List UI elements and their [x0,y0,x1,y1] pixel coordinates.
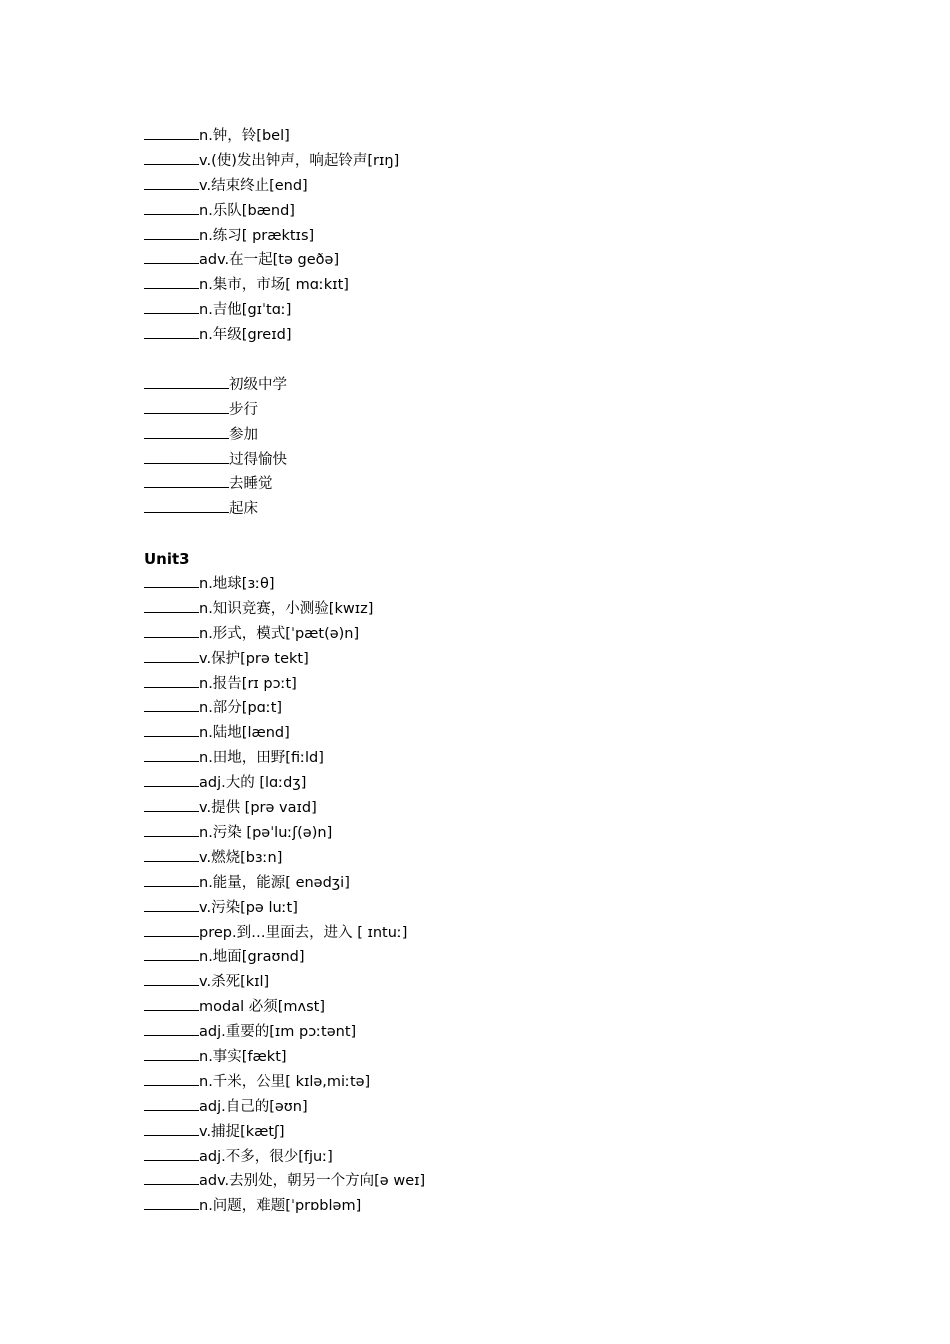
vocab-text: n.问题，难题[ˈprɒbləm] [199,1198,362,1215]
vocab-line [144,199,904,224]
vocab-line [144,721,904,746]
fill-blank[interactable] [144,1046,199,1061]
vocab-line [144,871,904,896]
vocab-text: adj.不多，很少[fjuː] [199,1148,333,1165]
vocab-text: n.地面[graʊnd] [199,949,305,966]
vocab-text: v.污染[pə luːt] [199,899,298,916]
phrase-line [144,423,904,448]
vocab-line [144,1020,904,1045]
phrase-line [144,497,904,522]
fill-blank[interactable] [144,697,199,712]
vocab-line [144,323,904,348]
vocab-line [144,970,904,995]
vocab-text: n.污染 [pəˈluːʃ(ə)n] [199,824,333,841]
fill-blank[interactable] [144,324,199,339]
fill-blank[interactable] [144,1096,199,1111]
fill-blank[interactable] [144,598,199,613]
fill-blank[interactable] [144,673,199,688]
vocab-line [144,672,904,697]
phrase-line [144,373,904,398]
vocab-text: n.千米，公里[ kɪlə,miːtə] [199,1073,371,1090]
fill-blank[interactable] [144,498,229,513]
phrase-text: 参加 [229,426,258,443]
phrase-text: 初级中学 [229,376,287,393]
vocab-text: n.能量，能源[ enədʒi] [199,874,350,891]
vocab-line [144,622,904,647]
vocab-text: modal 必须[mʌst] [199,999,325,1016]
vocab-line [144,896,904,921]
vocab-text: n.事实[fækt] [199,1048,287,1065]
phrase-text: 起床 [229,501,258,518]
vocab-line [144,846,904,871]
fill-blank[interactable] [144,424,229,439]
vocab-line [144,696,904,721]
vocab-line [144,1145,904,1170]
vocab-text: n.部分[pɑːt] [199,700,283,717]
vocab-text: v.保护[prə tekt] [199,650,309,667]
fill-blank[interactable] [144,125,199,140]
fill-blank[interactable] [144,747,199,762]
fill-blank[interactable] [144,1170,199,1185]
phrase-text: 去睡觉 [229,476,273,493]
vocab-line [144,796,904,821]
fill-blank[interactable] [144,200,199,215]
vocab-line [144,1169,904,1194]
fill-blank[interactable] [144,1121,199,1136]
vocab-line [144,995,904,1020]
fill-blank[interactable] [144,374,229,389]
phrase-text: 过得愉快 [229,451,287,468]
fill-blank[interactable] [144,847,199,862]
phrase-section [144,373,904,522]
fill-blank[interactable] [144,872,199,887]
fill-blank[interactable] [144,822,199,837]
fill-blank[interactable] [144,1021,199,1036]
fill-blank[interactable] [144,399,229,414]
vocab-line [144,174,904,199]
vocab-text: n.钟，铃[bel] [199,128,290,144]
vocab-line [144,273,904,298]
fill-blank[interactable] [144,623,199,638]
fill-blank[interactable] [144,249,199,264]
vocab-line [144,1194,904,1219]
phrase-text: 步行 [229,401,258,418]
vocab-text: n.练习[ præktɪs] [199,227,315,244]
vocab-text: n.陆地[lænd] [199,725,290,742]
fill-blank[interactable] [144,473,229,488]
fill-blank[interactable] [144,922,199,937]
vocab-text: n.集市，市场[ mɑːkɪt] [199,277,349,294]
fill-blank[interactable] [144,299,199,314]
vocab-text: n.乐队[bænd] [199,202,295,219]
fill-blank[interactable] [144,573,199,588]
fill-blank[interactable] [144,1195,199,1210]
vocab-text: n.吉他[gɪˈtɑː] [199,302,292,319]
vocab-line [144,1070,904,1095]
vocab-line [144,1095,904,1120]
vocab-text: adj.重要的[ɪm pɔːtənt] [199,1024,357,1041]
fill-blank[interactable] [144,797,199,812]
vocab-text: v.结束终止[end] [199,177,308,194]
vocab-text: n.知识竞赛，小测验[kwɪz] [199,600,374,617]
vocab-text: adj.大的 [lɑːdʒ] [199,775,307,792]
spacer [144,348,904,373]
vocab-line [144,572,904,597]
vocab-text: adv.在一起[tə geðə] [199,252,340,269]
vocab-text: n.形式，模式[ˈpæt(ə)n] [199,625,360,642]
vocab-text: adj.自己的[əʊn] [199,1098,308,1115]
vocab-line [144,248,904,273]
vocab-line [144,597,904,622]
phrase-line [144,472,904,497]
fill-blank[interactable] [144,648,199,663]
vocab-line [144,124,904,149]
phrase-line [144,398,904,423]
phrase-line [144,448,904,473]
vocab-line [144,1045,904,1070]
fill-blank[interactable] [144,1071,199,1086]
vocab-line [144,647,904,672]
fill-blank[interactable] [144,175,199,190]
worksheet-page [144,124,904,1219]
vocab-line [144,224,904,249]
vocab-line [144,149,904,174]
fill-blank[interactable] [144,150,199,165]
vocab-text: adv.去别处，朝另一个方向[ə weɪ] [199,1173,426,1190]
vocab-text: n.报告[rɪ pɔːt] [199,675,297,692]
vocab-text: v.杀死[kɪl] [199,974,270,991]
vocab-line [144,771,904,796]
vocab-text: v.提供 [prə vaɪd] [199,800,317,817]
fill-blank[interactable] [144,946,199,961]
vocab-text: prep.到…里面去，进入 [ ɪntuː] [199,924,408,941]
unit-heading: Unit3 [144,550,190,569]
fill-blank[interactable] [144,722,199,737]
vocab-text: n.地球[ɜːθ] [199,576,275,593]
vocab-line [144,746,904,771]
vocab-line [144,1120,904,1145]
fill-blank[interactable] [144,225,199,240]
fill-blank[interactable] [144,1146,199,1161]
vocab-text: v.捕捉[kætʃ] [199,1123,285,1140]
vocab-text: n.年级[greɪd] [199,327,292,344]
vocab-section-unit3 [144,572,904,1219]
vocab-line [144,821,904,846]
vocab-section-1 [144,124,904,348]
fill-blank[interactable] [144,897,199,912]
fill-blank[interactable] [144,772,199,787]
vocab-line [144,298,904,323]
fill-blank[interactable] [144,996,199,1011]
vocab-line [144,921,904,946]
vocab-text: n.田地，田野[fiːld] [199,750,324,767]
vocab-text: v.(使)发出钟声，响起铃声[rɪŋ] [199,152,400,169]
fill-blank[interactable] [144,274,199,289]
vocab-line [144,945,904,970]
fill-blank[interactable] [144,449,229,464]
spacer [144,522,904,547]
fill-blank[interactable] [144,971,199,986]
vocab-text: v.燃烧[bɜːn] [199,849,283,866]
